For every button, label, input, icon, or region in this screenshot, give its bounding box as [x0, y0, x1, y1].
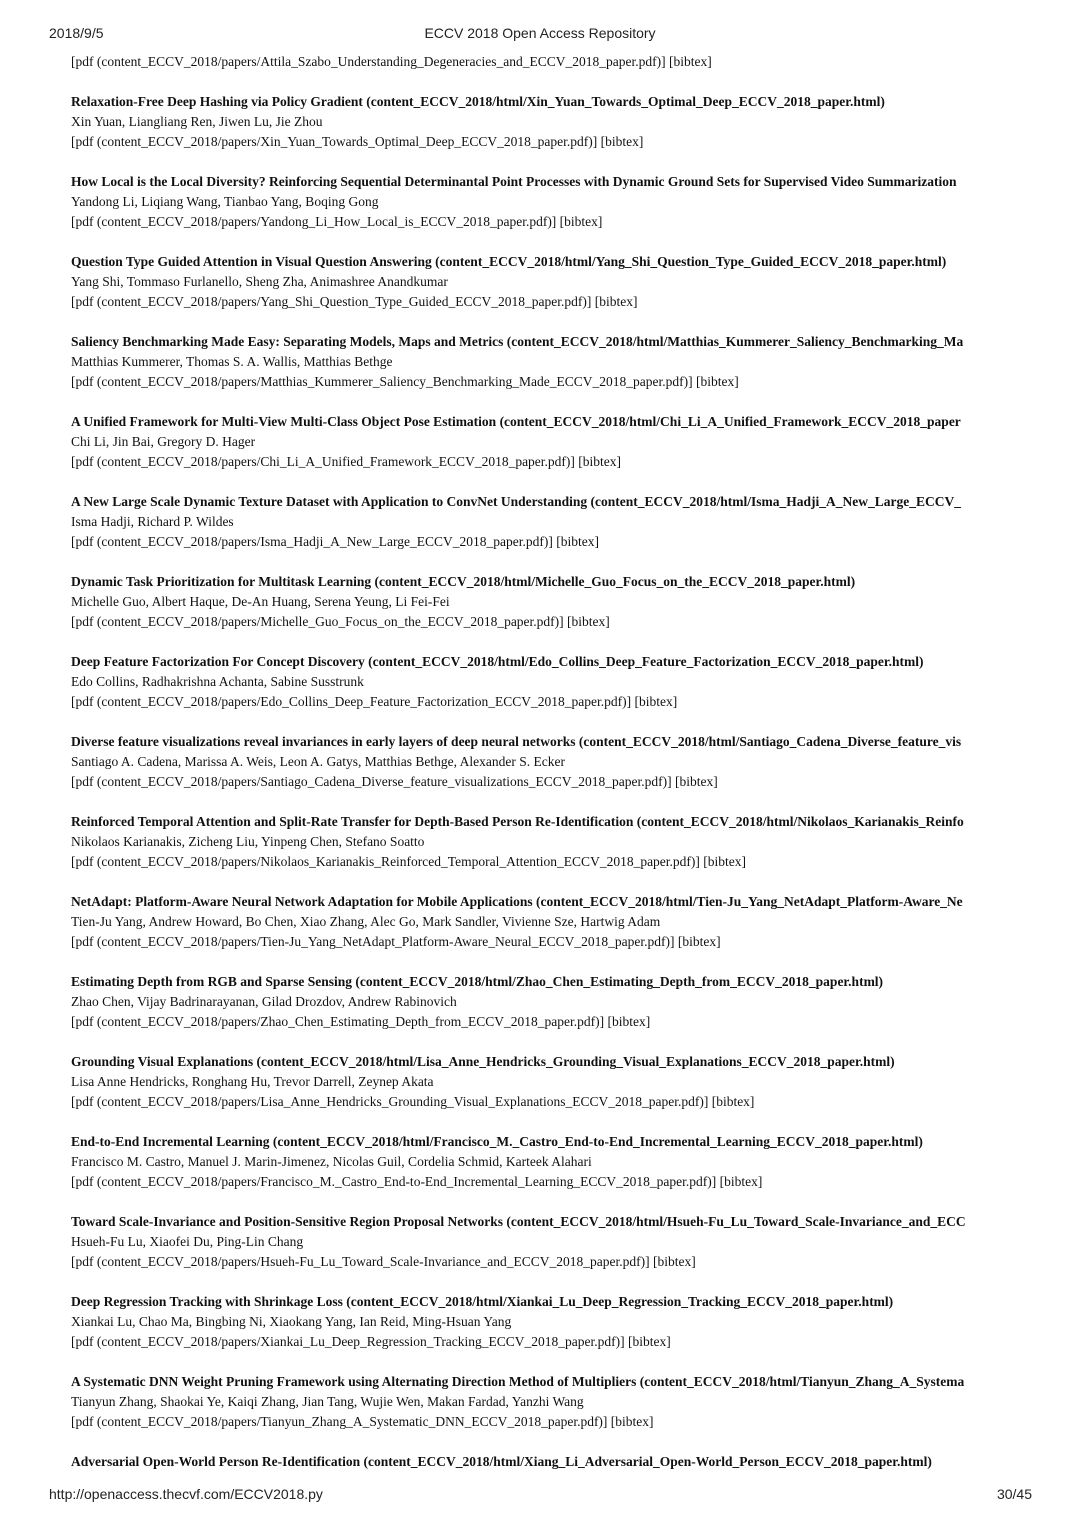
paper-links[interactable]: [pdf (content_ECCV_2018/papers/Nikolaos_Karianakis_Reinforced_Temporal_Attention_ECCV_2018_paper.pdf)] [bibtex]: [71, 854, 747, 869]
paper-links[interactable]: [pdf (content_ECCV_2018/papers/Yang_Shi_Question_Type_Guided_ECCV_2018_paper.pdf)] [bibtex]: [71, 294, 638, 309]
paper-links[interactable]: [pdf (content_ECCV_2018/papers/Tien-Ju_Yang_NetAdapt_Platform-Aware_Neural_ECCV_2018_paper.pdf)] [bibtex]: [71, 934, 721, 949]
paper-links[interactable]: [pdf (content_ECCV_2018/papers/Lisa_Anne_Hendricks_Grounding_Visual_Explanations_ECCV_2018_paper.pdf)] [bibtex]: [71, 1094, 755, 1109]
paper-title-link[interactable]: Deep Feature Factorization For Concept Discovery (content_ECCV_2018/html/Edo_Collins_Deep_Feature_Factorization_ECCV_2018_paper.html): [71, 654, 924, 669]
paper-authors: Nikolaos Karianakis, Zicheng Liu, Yinpeng Chen, Stefano Soatto: [71, 834, 425, 849]
paper-entry: [71, 1132, 1032, 1192]
paper-entry: [71, 252, 1032, 312]
paper-entry: [71, 1212, 1032, 1272]
paper-title-link[interactable]: Toward Scale-Invariance and Position-Sensitive Region Proposal Networks (content_ECCV_2018/html/Hsueh-Fu_Lu_Toward_Scale-Invariance_and_ECC: [71, 1214, 966, 1229]
paper-links[interactable]: [pdf (content_ECCV_2018/papers/Francisco_M._Castro_End-to-End_Incremental_Learning_ECCV_2018_paper.pdf)] [bibtex]: [71, 1174, 763, 1189]
paper-authors: Francisco M. Castro, Manuel J. Marin-Jimenez, Nicolas Guil, Cordelia Schmid, Karteek Alahari: [71, 1154, 592, 1169]
paper-title-link[interactable]: Relaxation-Free Deep Hashing via Policy Gradient (content_ECCV_2018/html/Xin_Yuan_Towards_Optimal_Deep_ECCV_2018_paper.html): [71, 94, 885, 109]
paper-title-link[interactable]: End-to-End Incremental Learning (content_ECCV_2018/html/Francisco_M._Castro_End-to-End_Incremental_Learning_ECCV_2018_paper.html): [71, 1134, 923, 1149]
paper-links[interactable]: [pdf (content_ECCV_2018/papers/Santiago_Cadena_Diverse_feature_visualizations_ECCV_2018_paper.pdf)] [bibtex]: [71, 774, 718, 789]
paper-authors: Matthias Kummerer, Thomas S. A. Wallis, Matthias Bethge: [71, 354, 393, 369]
print-header: [0, 25, 1080, 45]
paper-title-link[interactable]: Deep Regression Tracking with Shrinkage Loss (content_ECCV_2018/html/Xiankai_Lu_Deep_Regression_Tracking_ECCV_2018_paper.html): [71, 1294, 894, 1309]
paper-entry: [71, 812, 1032, 872]
paper-title-link[interactable]: A New Large Scale Dynamic Texture Dataset with Application to ConvNet Understanding (content_ECCV_2018/html/Isma_Hadji_A_New_Large_ECCV_: [71, 494, 961, 509]
paper-links[interactable]: [pdf (content_ECCV_2018/papers/Zhao_Chen_Estimating_Depth_from_ECCV_2018_paper.pdf)] [bibtex]: [71, 1014, 651, 1029]
paper-links[interactable]: [pdf (content_ECCV_2018/papers/Xiankai_Lu_Deep_Regression_Tracking_ECCV_2018_paper.pdf)] [bibtex]: [71, 1334, 671, 1349]
page-url: http://openaccess.thecvf.com/ECCV2018.py: [49, 1486, 323, 1502]
paper-title-link[interactable]: Grounding Visual Explanations (content_ECCV_2018/html/Lisa_Anne_Hendricks_Grounding_Visual_Explanations_ECCV_2018_paper.html): [71, 1054, 895, 1069]
paper-authors: Lisa Anne Hendricks, Ronghang Hu, Trevor Darrell, Zeynep Akata: [71, 1074, 434, 1089]
paper-links[interactable]: [pdf (content_ECCV_2018/papers/Tianyun_Zhang_A_Systematic_DNN_ECCV_2018_paper.pdf)] [bibtex]: [71, 1414, 654, 1429]
paper-entry: [71, 972, 1032, 1032]
paper-links[interactable]: [pdf (content_ECCV_2018/papers/Michelle_Guo_Focus_on_the_ECCV_2018_paper.pdf)] [bibtex]: [71, 614, 610, 629]
print-footer: [0, 1486, 1080, 1506]
paper-title-link[interactable]: Adversarial Open-World Person Re-Identification (content_ECCV_2018/html/Xiang_Li_Adversarial_Open-World_Person_ECCV_2018_paper.html): [71, 1454, 932, 1469]
paper-authors: Hsueh-Fu Lu, Xiaofei Du, Ping-Lin Chang: [71, 1234, 304, 1249]
paper-authors: Edo Collins, Radhakrishna Achanta, Sabine Susstrunk: [71, 674, 364, 689]
paper-authors: Chi Li, Jin Bai, Gregory D. Hager: [71, 434, 256, 449]
paper-title-link[interactable]: Estimating Depth from RGB and Sparse Sensing (content_ECCV_2018/html/Zhao_Chen_Estimating_Depth_from_ECCV_2018_paper.html): [71, 974, 884, 989]
paper-authors: Tien-Ju Yang, Andrew Howard, Bo Chen, Xiao Zhang, Alec Go, Mark Sandler, Vivienne Sze, Hartwig Adam: [71, 914, 661, 929]
paper-title-link[interactable]: NetAdapt: Platform-Aware Neural Network Adaptation for Mobile Applications (content_ECCV_2018/html/Tien-Ju_Yang_NetAdapt_Platform-Aware_Ne: [71, 894, 963, 909]
paper-title-link[interactable]: A Unified Framework for Multi-View Multi-Class Object Pose Estimation (content_ECCV_2018/html/Chi_Li_A_Unified_Framework_ECCV_2018_paper: [71, 414, 961, 429]
paper-title-link[interactable]: Dynamic Task Prioritization for Multitask Learning (content_ECCV_2018/html/Michelle_Guo_Focus_on_the_ECCV_2018_paper.html): [71, 574, 856, 589]
paper-links[interactable]: [pdf (content_ECCV_2018/papers/Hsueh-Fu_Lu_Toward_Scale-Invariance_and_ECCV_2018_paper.pdf)] [bibtex]: [71, 1254, 696, 1269]
paper-authors: Tianyun Zhang, Shaokai Ye, Kaiqi Zhang, Jian Tang, Wujie Wen, Makan Fardad, Yanzhi Wang: [71, 1394, 584, 1409]
paper-authors: Isma Hadji, Richard P. Wildes: [71, 514, 234, 529]
paper-authors: Yandong Li, Liqiang Wang, Tianbao Yang, Boqing Gong: [71, 194, 379, 209]
paper-links[interactable]: [pdf (content_ECCV_2018/papers/Isma_Hadji_A_New_Large_ECCV_2018_paper.pdf)] [bibtex]: [71, 534, 600, 549]
paper-authors: Xin Yuan, Liangliang Ren, Jiwen Lu, Jie Zhou: [71, 114, 323, 129]
print-date: 2018/9/5: [49, 25, 104, 41]
paper-links[interactable]: [pdf (content_ECCV_2018/papers/Yandong_Li_How_Local_is_ECCV_2018_paper.pdf)] [bibtex]: [71, 214, 603, 229]
paper-entry: [71, 572, 1032, 632]
paper-entry: [71, 652, 1032, 712]
paper-title-link[interactable]: Saliency Benchmarking Made Easy: Separating Models, Maps and Metrics (content_ECCV_2018/html/Matthias_Kummerer_Saliency_Benchmarking_Ma: [71, 334, 964, 349]
paper-title-link[interactable]: Reinforced Temporal Attention and Split-Rate Transfer for Depth-Based Person Re-Identification (content_ECCV_2018/html/Nikolaos_Karianakis_Reinfo: [71, 814, 964, 829]
paper-links[interactable]: [pdf (content_ECCV_2018/papers/Edo_Collins_Deep_Feature_Factorization_ECCV_2018_paper.pdf)] [bibtex]: [71, 694, 678, 709]
paper-entry: [71, 732, 1032, 792]
paper-links[interactable]: [pdf (content_ECCV_2018/papers/Attila_Szabo_Understanding_Degeneracies_and_ECCV_2018_paper.pdf)] [bibtex]: [71, 54, 712, 69]
paper-title-link[interactable]: A Systematic DNN Weight Pruning Framework using Alternating Direction Method of Multipliers (content_ECCV_2018/html/Tianyun_Zhang_A_Systema: [71, 1374, 965, 1389]
paper-authors: Santiago A. Cadena, Marissa A. Weis, Leon A. Gatys, Matthias Bethge, Alexander S. Ecker: [71, 754, 565, 769]
paper-links[interactable]: [pdf (content_ECCV_2018/papers/Matthias_Kummerer_Saliency_Benchmarking_Made_ECCV_2018_paper.pdf)] [bibtex]: [71, 374, 739, 389]
paper-entry: [71, 1372, 1032, 1432]
paper-entry: [71, 1052, 1032, 1112]
paper-title-link[interactable]: Diverse feature visualizations reveal invariances in early layers of deep neural networks (content_ECCV_2018/html/Santiago_Cadena_Diverse_feature_vis: [71, 734, 962, 749]
paper-entry: [71, 412, 1032, 472]
paper-entry: [71, 1452, 1032, 1472]
paper-links[interactable]: [pdf (content_ECCV_2018/papers/Xin_Yuan_Towards_Optimal_Deep_ECCV_2018_paper.pdf)] [bibtex]: [71, 134, 644, 149]
paper-entry: [71, 892, 1032, 952]
paper-authors: Xiankai Lu, Chao Ma, Bingbing Ni, Xiaokang Yang, Ian Reid, Ming-Hsuan Yang: [71, 1314, 512, 1329]
paper-entry: [71, 92, 1032, 152]
paper-entry: [71, 332, 1032, 392]
paper-entry: [71, 172, 1032, 232]
paper-links[interactable]: [pdf (content_ECCV_2018/papers/Chi_Li_A_Unified_Framework_ECCV_2018_paper.pdf)] [bibtex]: [71, 454, 622, 469]
paper-authors: Zhao Chen, Vijay Badrinarayanan, Gilad Drozdov, Andrew Rabinovich: [71, 994, 457, 1009]
paper-list: [71, 52, 1032, 1472]
page-title: ECCV 2018 Open Access Repository: [424, 25, 656, 41]
paper-title-link[interactable]: How Local is the Local Diversity? Reinforcing Sequential Determinantal Point Processes with Dynamic Ground Sets for Supervised Video Summarization: [71, 174, 957, 189]
paper-title-link[interactable]: Question Type Guided Attention in Visual Question Answering (content_ECCV_2018/html/Yang_Shi_Question_Type_Guided_ECCV_2018_paper.html): [71, 254, 947, 269]
page-number: 30/45: [996, 1486, 1032, 1502]
paper-entry: [71, 492, 1032, 552]
paper-authors: Michelle Guo, Albert Haque, De-An Huang, Serena Yeung, Li Fei-Fei: [71, 594, 450, 609]
paper-authors: Yang Shi, Tommaso Furlanello, Sheng Zha, Animashree Anandkumar: [71, 274, 448, 289]
paper-entry: [71, 1292, 1032, 1352]
